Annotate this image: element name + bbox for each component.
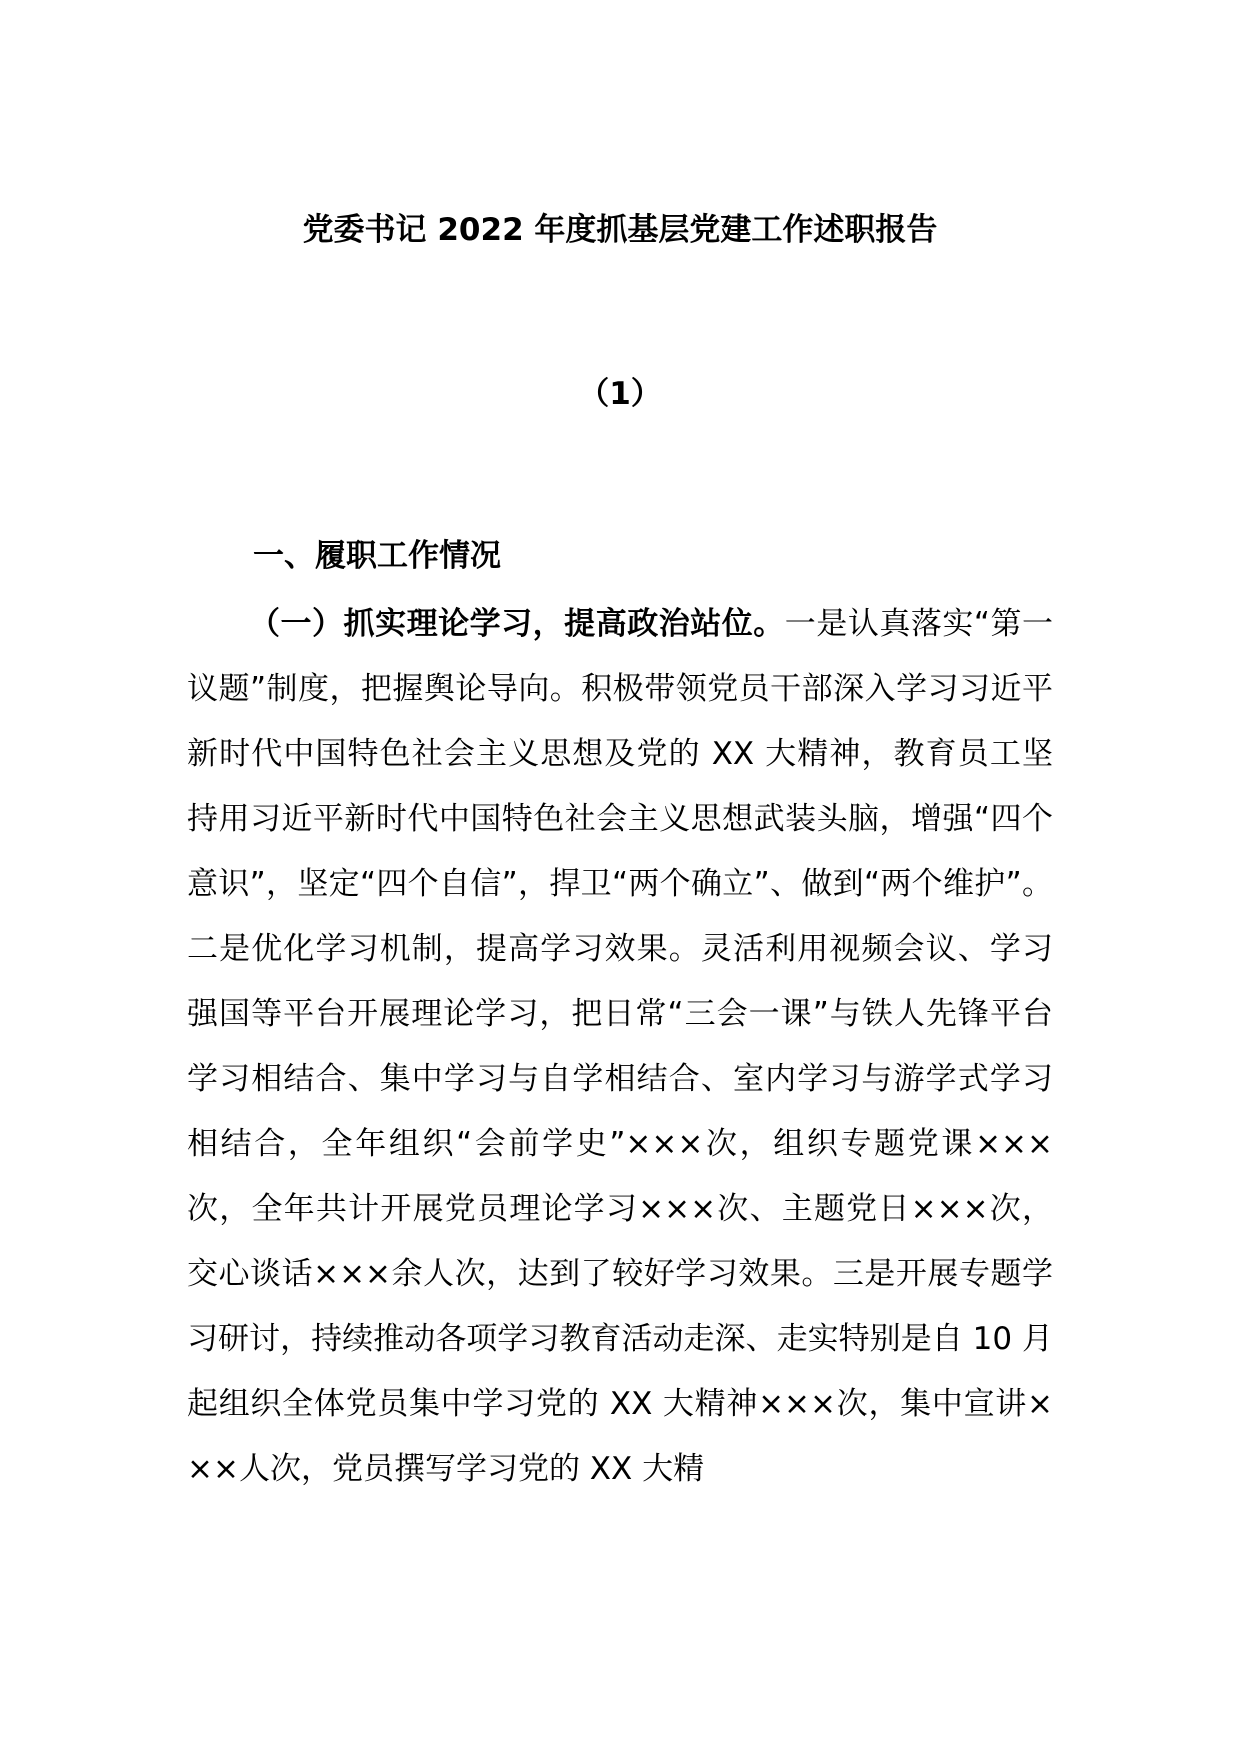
body-paragraph [187, 592, 1053, 1502]
section-heading: 一、履职工作情况 [253, 538, 501, 574]
paragraph-lead: （一）抓实理论学习，提高政治站位。 [249, 606, 785, 642]
document-subtitle: （1） [578, 376, 662, 412]
paragraph-body: 一是认真落实“第一议题”制度，把握舆论导向。积极带领党员干部深入学习习近平新时代中国特色社会主义思想及党的 XX 大精神，教育员工坚持用习近平新时代中国特色社会主义思想武装头脑，增强“四个意识”，坚定“四个自信”，捍卫“两个确立”、做到“两个维护”。二是优化学习机制，提高学习效果。灵活利用视频会议、学习强国等平台开展理论学习，把日常“三会一课”与铁人先锋平台学习相结合、集中学习与自学相结合、室内学习与游学式学习相结合，全年组织“会前学史”×××次，组织专题党课×××次，全年共计开展党员理论学习×××次、主题党日×××次，交心谈话×××余人次，达到了较好学习效果。三是开展专题学习研讨，持续推动各项学习教育活动走深、走实特别是自 10 月起组织全体党员集中学习党的 XX 大精神×××次，集中宣讲×××人次，党员撰写学习党的 XX 大精 [187, 606, 1053, 1487]
document-title: 党委书记 2022 年度抓基层党建工作述职报告 [302, 212, 938, 248]
